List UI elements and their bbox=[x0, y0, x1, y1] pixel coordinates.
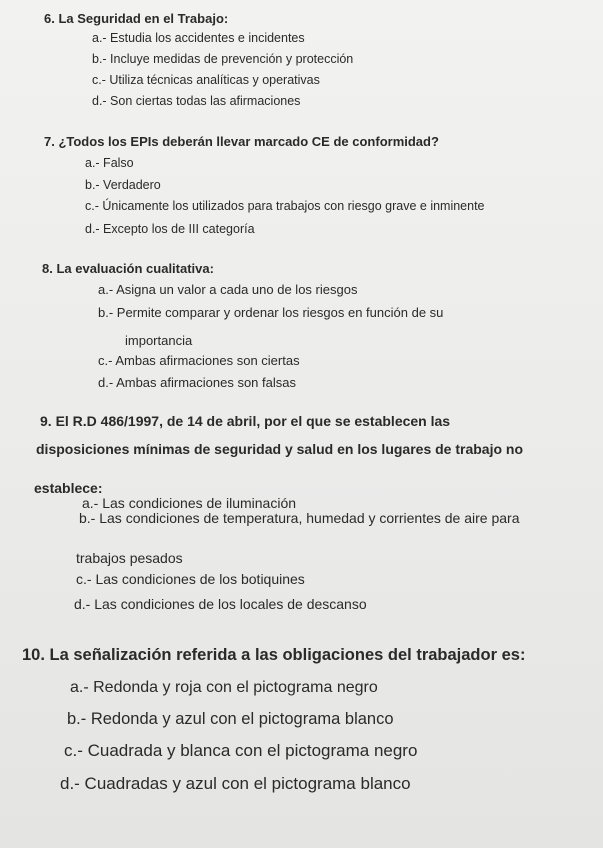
question-9-option-a: a.- Las condiciones de iluminación bbox=[82, 495, 297, 511]
question-10-option-b: b.- Redonda y azul con el pictograma blanco bbox=[67, 710, 394, 728]
question-9-option-c: c.- Las condiciones de los botiquines bbox=[76, 571, 305, 587]
question-8-option-d: d.- Ambas afirmaciones son falsas bbox=[98, 375, 296, 390]
question-7-option-a: a.- Falso bbox=[85, 156, 134, 170]
question-9-title-line3: establece: bbox=[34, 480, 103, 496]
question-7-option-d: d.- Excepto los de III categoría bbox=[85, 222, 255, 236]
question-6-option-b: b.- Incluye medidas de prevención y protección bbox=[92, 52, 354, 66]
question-7-option-b: b.- Verdadero bbox=[85, 178, 161, 192]
question-10-option-a: a.- Redonda y roja con el pictograma negro bbox=[70, 679, 378, 696]
question-10-option-d: d.- Cuadradas y azul con el pictograma blanco bbox=[60, 774, 411, 793]
question-6-option-a: a.- Estudia los accidentes e incidentes bbox=[92, 31, 305, 45]
question-6-title: 6. La Seguridad en el Trabajo: bbox=[44, 11, 229, 26]
question-6-option-c: c.- Utiliza técnicas analíticas y operativas bbox=[92, 73, 320, 87]
question-8-option-b: b.- Permite comparar y ordenar los riesgos en función de su bbox=[98, 305, 444, 320]
question-8-title: 8. La evaluación cualitativa: bbox=[42, 261, 214, 276]
question-6-option-d: d.- Son ciertas todas las afirmaciones bbox=[92, 94, 301, 108]
question-9-option-b: b.- Las condiciones de temperatura, humedad y corrientes de aire para bbox=[79, 510, 520, 526]
question-8-option-c: c.- Ambas afirmaciones son ciertas bbox=[98, 353, 300, 368]
question-7-option-c: c.- Únicamente los utilizados para trabajos con riesgo grave e inminente bbox=[85, 199, 485, 213]
question-10-title: 10. La señalización referida a las obligaciones del trabajador es: bbox=[22, 646, 526, 664]
question-10-option-c: c.- Cuadrada y blanca con el pictograma negro bbox=[64, 741, 418, 760]
question-9-title-line2: disposiciones mínimas de seguridad y salud en los lugares de trabajo no bbox=[36, 441, 524, 457]
question-8-option-a: a.- Asigna un valor a cada uno de los riesgos bbox=[98, 282, 358, 297]
question-8-option-b-cont: importancia bbox=[125, 333, 193, 348]
question-9-option-b-cont: trabajos pesados bbox=[76, 550, 183, 566]
question-9-title-line1: 9. El R.D 486/1997, de 14 de abril, por el que se establecen las bbox=[40, 413, 451, 429]
question-7-title: 7. ¿Todos los EPIs deberán llevar marcado CE de conformidad? bbox=[44, 134, 439, 149]
question-9-option-d: d.- Las condiciones de los locales de descanso bbox=[74, 596, 367, 612]
